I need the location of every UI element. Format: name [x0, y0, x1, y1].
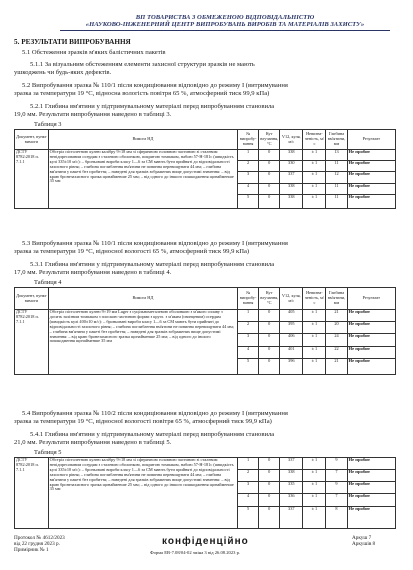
cell: ± 1	[303, 506, 326, 528]
para-5-4-b: зразка за температури 19 °С, відносної вологості повітря 65 %, атмосферний тиск 99,9 кПа)	[14, 418, 272, 425]
result-cell: Не пробит	[347, 161, 395, 172]
cell: 0	[259, 494, 280, 506]
doc-ref: ДСТУ 8782:2018 п. 7.1.1	[15, 310, 49, 375]
cell: ± 1	[303, 322, 326, 334]
cell: 338	[280, 150, 303, 161]
para-5-2-b: зразка за температури 19 °С, відносна вологість повітря 65 %, атмосферний тиск 99,9 кПа)	[14, 90, 270, 97]
para-5-3-1-a: 5.3.1 Глибина вм'ятини у підтримувальному матеріалі перед випробуванням становила	[30, 261, 275, 268]
requirement-text: Обстріл пістолетною кулею калібру 9×18 мм зі сферичною головною частиною зі сталевим непідпресованим осердям з сталевою оболонкою, покритою томпаком, набою 57-Н-181с (швидкість кулі 335±10 м/с): – броньовані вироби класу 1—6 за СМ мають бути прийняті до відповідальності захисного рівня; – глибина поглиблення вм'ятини не повинна перевищувати 44 мм; – глибина вм'ятини у пакеті без пробиття; – наведені для зразків зображених вище допустимі значення: – від краю бронезахисного зразка щонайменше 25 мм; – від одного до іншого пошкодження щонайменше 35 мм	[48, 150, 237, 209]
cell: 20	[326, 322, 347, 334]
result-cell: Не пробит	[347, 358, 395, 374]
cell: ± 1	[303, 172, 326, 183]
para-5-4-a: 5.4 Випробування зразка № 110/2 після кондиціювання відповідно до режиму І (витримування	[22, 410, 288, 417]
th-kut: Кут влучання, °С	[259, 130, 280, 150]
para-5-1-1-a: 5.1.1 За візуальним обстеженням елементи захисної структури зразків не мають	[30, 61, 255, 68]
th-kut: Кут влучання, °С	[259, 288, 280, 310]
cell: 1	[238, 150, 259, 161]
cell: 24	[326, 334, 347, 346]
result-cell: Не пробит	[347, 506, 395, 528]
cell: 1	[238, 458, 259, 470]
para-5-4-1-a: 5.4.1 Глибина вм'ятини у підтримувальному матеріалі перед випробуванням становила	[30, 431, 275, 438]
cell: 406	[280, 334, 303, 346]
cell: 337	[280, 506, 303, 528]
cell: 12	[326, 172, 347, 183]
cell: ± 1	[303, 334, 326, 346]
sheet-number: Аркуш 7	[352, 535, 372, 541]
header-divider	[60, 30, 390, 31]
cell: 21	[326, 358, 347, 374]
table-3	[14, 129, 396, 209]
result-cell: Не пробит	[347, 494, 395, 506]
sheets-total: Аркушів 8	[352, 541, 376, 547]
cell: 401	[280, 346, 303, 358]
cell: 3	[238, 172, 259, 183]
doc-ref: ДСТУ 8782:2018 п. 7.1.1	[15, 458, 49, 529]
result-cell: Не пробит	[347, 346, 395, 358]
cell: 0	[259, 183, 280, 194]
cell: ± 1	[303, 346, 326, 358]
cell: ± 1	[303, 358, 326, 374]
cell: 0	[259, 482, 280, 494]
result-cell: Не пробит	[347, 322, 395, 334]
para-5-4-1-b: 21,0 мм. Результати випробування наведено в таблиці 5.	[14, 439, 172, 446]
cell: 7	[326, 494, 347, 506]
cell: 2	[238, 470, 259, 482]
th-depth: Глибина вм'ятини, мм	[326, 130, 347, 150]
cell: ± 1	[303, 458, 326, 470]
doc-ref: ДСТУ 8782:2018 п. 7.1.1	[15, 150, 49, 209]
cell: 4	[238, 494, 259, 506]
cell: 3	[238, 482, 259, 494]
cell: 13	[326, 150, 347, 161]
th-req: Вимога НД	[48, 288, 237, 310]
protocol-date: від 22 грудня 2023 р.	[14, 541, 60, 547]
cell: 9	[326, 458, 347, 470]
th-nev: Невизна-ченість, м/с	[303, 288, 326, 310]
requirement-text: Обстріл пістолетною кулею калібру 9×18 мм зі сферичною головною частиною зі сталевим непідпресованим осердям з сталевою оболонкою, покритою томпаком, набою 57-Н-181с (швидкість кулі 335±10 м/с): – броньовані вироби класу 1—6 за СМ мають бути прийняті до відповідальності захисного рівня; – глибина поглиблення вм'ятини не повинна перевищувати 44 мм; – глибина вм'ятини у пакеті без пробиття; – наведені для зразків зображених вище допустимі значення: – від краю бронезахисного зразка щонайменше 25 мм; – від одного до іншого пошкодження щонайменше 35 мм	[48, 458, 237, 529]
cell: ± 1	[303, 183, 326, 194]
cell: 405	[280, 310, 303, 322]
th-v: V12, куля, м/с	[280, 288, 303, 310]
cell: 338	[280, 183, 303, 194]
result-cell: Не пробит	[347, 470, 395, 482]
cell: 396	[280, 358, 303, 374]
org-header-line1: ВП ТОВАРИСТВА З ОБМЕЖЕНОЮ ВІДПОВІДАЛЬНІСТЮ	[135, 14, 315, 21]
th-result: Результат	[347, 130, 395, 150]
result-cell: Не пробит	[347, 194, 395, 208]
th-num: № випробу-вання	[238, 288, 259, 310]
cell: 337	[280, 172, 303, 183]
section-title: 5. РЕЗУЛЬТАТИ ВИПРОБУВАННЯ	[14, 38, 131, 46]
org-header-line2: «НАУКОВО-ІНЖЕНЕРНИЙ ЦЕНТР ВИПРОБУВАНЬ ВИРОБІВ ТА МАТЕРІАЛІВ ЗАХИСТУ»	[85, 21, 365, 28]
th-depth: Глибина вм'ятини, мм	[326, 288, 347, 310]
result-cell: Не пробит	[347, 183, 395, 194]
requirement-text: Обстріл пістолетною кулею 9×19 мм Luger з суцільнометалевою оболонкою з м'якого сплаву з досить залізним томпаком з плоскою частиною форми з кругл. з м'яким (свинцевим) осердям (швидкість кулі 400±10 м/с): – броньовані вироби класу 1—6 за СМ мають бути прийняті до відповідальності захисного рівня; – глибина поглиблення вм'ятини не повинна перевищувати 44 мм; – глибина вм'ятини у пакеті без пробиття; – наведені для зразків зображених вище допустимі значення: – від краю бронезахисного зразка щонайменше 25 мм; – від одного до іншого пошкодження щонайменше 35 мм	[48, 310, 237, 375]
table-4-label: Таблиця 4	[34, 279, 62, 286]
th-result: Результат	[347, 288, 395, 310]
cell: 0	[259, 150, 280, 161]
cell: 0	[259, 161, 280, 172]
cell: 22	[326, 346, 347, 358]
cell: 21	[326, 310, 347, 322]
cell: 4	[238, 183, 259, 194]
cell: 1	[238, 310, 259, 322]
result-cell: Не пробит	[347, 150, 395, 161]
cell: 8	[326, 506, 347, 528]
result-cell: Не пробит	[347, 310, 395, 322]
cell: ± 1	[303, 150, 326, 161]
cell: 335	[280, 482, 303, 494]
cell: 5	[238, 506, 259, 528]
cell: 11	[326, 194, 347, 208]
cell: 9	[326, 482, 347, 494]
th-req: Вимога НД	[48, 130, 237, 150]
cell: 11	[326, 161, 347, 172]
cell: 0	[259, 172, 280, 183]
cell: 2	[238, 161, 259, 172]
cell: ± 1	[303, 482, 326, 494]
cell: ± 1	[303, 310, 326, 322]
cell: 0	[259, 322, 280, 334]
cell: 0	[259, 334, 280, 346]
para-5-2-a: 5.2 Випробування зразка № 110/1 після кондиціювання відповідно до режиму І (витримування	[22, 82, 288, 89]
para-5-3-1-b: 17,0 мм. Результати випробування наведено в таблиці 4.	[14, 269, 172, 276]
cell: 395	[280, 322, 303, 334]
result-cell: Не пробит	[347, 482, 395, 494]
result-cell: Не пробит	[347, 334, 395, 346]
cell: 5	[238, 194, 259, 208]
cell: 337	[280, 458, 303, 470]
th-nev: Невизна-ченість, м/с	[303, 130, 326, 150]
cell: ± 1	[303, 194, 326, 208]
cell: ± 1	[303, 161, 326, 172]
cell: 0	[259, 358, 280, 374]
cell: ± 1	[303, 470, 326, 482]
result-cell: Не пробит	[347, 172, 395, 183]
para-5-1-1-b: ушкоджень чи будь-яких дефектів.	[14, 69, 112, 76]
para-5-2-1-a: 5.2.1 Глибина вм'ятини у підтримувальному матеріалі перед випробуванням становила	[30, 103, 275, 110]
th-num: № випробу-вання	[238, 130, 259, 150]
para-5-2-1-b: 19,0 мм. Результати випробування наведено в таблиці 3.	[14, 111, 172, 118]
protocol-number: Протокол № 4612/2023	[14, 535, 65, 541]
cell: 0	[259, 458, 280, 470]
cell: 3	[238, 334, 259, 346]
table-3-label: Таблиця 3	[34, 121, 62, 128]
para-5-1: 5.1 Обстеження зразків м'яких балістичних пакетів	[22, 49, 166, 56]
table-4	[14, 287, 396, 375]
result-cell: Не пробит	[347, 458, 395, 470]
cell: 0	[259, 470, 280, 482]
cell: 336	[280, 494, 303, 506]
cell: ± 1	[303, 494, 326, 506]
table-5-label: Таблиця 5	[34, 449, 62, 456]
cell: 2	[238, 322, 259, 334]
copy-number: Примірник № 1	[14, 547, 49, 553]
cell: 338	[280, 470, 303, 482]
table-5	[14, 457, 396, 529]
para-5-3-b: зразка за температури 19 °С, відносної вологості 65 %, атмосферний тиск 99,9 кПа)	[14, 248, 250, 255]
form-code: Форма ЕВ-7.08/04-02 зміна 3 від 26.08.2023 р.	[150, 550, 241, 555]
cell: 11	[326, 183, 347, 194]
th-doc: Документ, пункт вимоги	[15, 130, 49, 150]
cell: 0	[259, 194, 280, 208]
para-5-3-a: 5.3 Випробування зразка № 110/1 після кондиціювання відповідно до режиму І (витримування	[22, 240, 288, 247]
cell: 5	[238, 358, 259, 374]
cell: 0	[259, 346, 280, 358]
cell: 0	[259, 310, 280, 322]
cell: 0	[259, 506, 280, 528]
cell: 330	[280, 161, 303, 172]
cell: 4	[238, 346, 259, 358]
th-v: V12, куля, м/с	[280, 130, 303, 150]
confidential-stamp: конфіденційно	[162, 536, 249, 547]
cell: 7	[326, 470, 347, 482]
th-doc: Документ, пункт вимоги	[15, 288, 49, 310]
cell: 338	[280, 194, 303, 208]
